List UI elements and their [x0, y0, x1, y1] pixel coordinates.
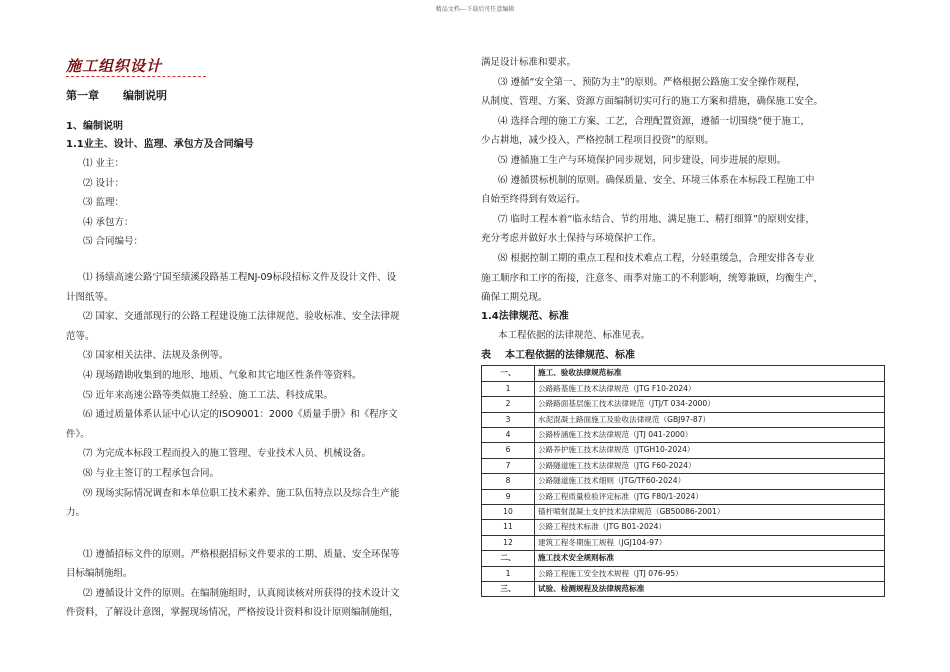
table-title-text: 本工程依据的法律规范、标准: [505, 350, 635, 362]
row-index-cell: 12: [482, 535, 535, 550]
left-column: [66, 56, 466, 623]
row-index-cell: 3: [482, 412, 535, 427]
row-standard-cell: 建筑工程冬期施工规程（JGJ104-97）: [535, 535, 885, 550]
principle-line: 满足设计标准和要求。: [481, 57, 577, 68]
basis-list: [66, 268, 466, 523]
section-heading-1-1: 1.1业主、设计、监理、承包方及合同编号: [66, 139, 254, 150]
principle-line: ⑶ 遵循“安全第一、预防为主”的原则。严格根据公路施工安全操作规程，: [498, 76, 806, 88]
principle-line: ⑷ 选择合理的施工方案、工艺，合理配置资源，遵循一切围绕“便于施工，: [498, 115, 810, 127]
principle-line: 自始至终得到有效运行。: [481, 194, 586, 206]
row-index-cell: 11: [482, 520, 535, 535]
chapter-heading: [66, 88, 466, 104]
row-index-cell: 9: [482, 489, 535, 504]
table-row: [482, 443, 885, 458]
row-index-cell: 2: [482, 397, 535, 412]
row-standard-cell: 公路工程质量检验评定标准（JTG F80/1-2024）: [535, 489, 885, 504]
table-row: [482, 381, 885, 396]
row-standard-cell: 施工、验收法律规范标准: [535, 366, 885, 381]
row-index-cell: 6: [482, 443, 535, 458]
row-standard-cell: 锚杆喷射混凝土支护技术法律规范（GB50086-2001）: [535, 504, 885, 519]
basis-line: ⑹ 通过质量体系认证中心认定的ISO9001：2000《质量手册》和《程序文: [83, 409, 398, 421]
row-standard-cell: 公路桥涵施工技术法律规范（JTJ 041-2000）: [535, 427, 885, 442]
basis-line: ⑴ 扬绩高速公路宁国至绩溪段路基工程NJ-09标段招标文件及设计文件、设: [83, 271, 397, 283]
basis-line: ⑻ 与业主签订的工程承包合同。: [83, 467, 220, 479]
party-item: ⑶ 监理：: [83, 197, 125, 209]
party-item: ⑸ 合同编号：: [83, 236, 144, 248]
document-title: 施工组织设计: [66, 56, 206, 77]
principle-line: 充分考虑并做好水土保持与环境保护工作。: [481, 233, 662, 245]
principles-list-left: [66, 545, 466, 623]
table-group-row: [482, 551, 885, 566]
page-header-note: 精品文档---下载后可任意编辑: [435, 6, 515, 13]
principle-line: ⑵ 遵循设计文件的原则。在编制施组时，认真阅读核对所获得的技术设计文: [83, 587, 400, 599]
basis-line: ⑸ 近年来高速公路等类似施工经验、施工工法、科技成果。: [83, 389, 334, 401]
chapter-number: 第一章: [66, 89, 99, 102]
table-row: [482, 535, 885, 550]
right-column: [481, 56, 886, 597]
principle-line: ⑺ 临时工程本着“临永结合、节约用地、满足施工、精打细算”的原则安排，: [498, 213, 815, 225]
table-group-row: [482, 582, 885, 597]
basis-line: ⑼ 现场实际情况调查和本单位职工技术素养、施工队伍特点以及综合生产能: [83, 487, 400, 499]
chapter-name: 编制说明: [123, 89, 167, 102]
row-index-cell: 1: [482, 566, 535, 581]
row-standard-cell: 公路路面基层施工技术法律规范（JTJ/T 034-2000）: [535, 397, 885, 412]
row-standard-cell: 试验、检测规程及法律规范标准: [535, 582, 885, 597]
row-standard-cell: 公路隧道施工技术法律规范（JTG F60-2024）: [535, 458, 885, 473]
basis-line: ⑶ 国家相关法律、法规及条例等。: [83, 350, 229, 362]
party-item: ⑵ 设计：: [83, 177, 125, 189]
basis-line: 件》。: [66, 428, 90, 440]
section-heading-1-4: 1.4法律规范、标准: [481, 310, 569, 322]
parties-list: [66, 154, 466, 252]
basis-line: ⑵ 国家、交通部现行的公路工程建设施工法律规范、验收标准、安全法律规: [83, 311, 400, 323]
laws-table: [481, 365, 885, 597]
party-item: ⑷ 承包方：: [83, 216, 134, 228]
table-row: [482, 474, 885, 489]
row-standard-cell: 施工技术安全规则标准: [535, 551, 885, 566]
row-index-cell: 三、: [482, 582, 535, 597]
principle-line: 确保工期兑现。: [481, 292, 548, 304]
row-standard-cell: 水泥混凝土路面施工及验收法律规范（GBJ97-87）: [535, 412, 885, 427]
row-index-cell: 4: [482, 427, 535, 442]
laws-intro: 本工程依据的法律规范、标准见表。: [498, 329, 651, 341]
principle-line: ⑴ 遵循招标文件的原则。严格根据招标文件要求的工期、质量、安全环保等: [83, 548, 400, 560]
table-row: [482, 504, 885, 519]
basis-line: ⑷ 现场踏勘收集到的地形、地质、气象和其它地区性条件等资料。: [83, 369, 362, 381]
principles-list-right: [481, 53, 886, 308]
principle-line: 从制度、管理、方案、资源方面编制切实可行的施工方案和措施，确保施工安全。: [481, 96, 824, 108]
row-standard-cell: 公路工程施工安全技术规程（JTJ 076-95）: [535, 566, 885, 581]
principle-line: ⑻ 根据控制工期的重点工程和技术难点工程，分轻重缓急，合理安排各专业: [498, 252, 815, 264]
table-row: [482, 489, 885, 504]
table-row: [482, 427, 885, 442]
row-index-cell: 7: [482, 458, 535, 473]
table-title: [481, 347, 886, 365]
row-standard-cell: 公路路基施工技术法律规范（JTG F10-2024）: [535, 381, 885, 396]
row-standard-cell: 公路养护施工技术法律规范（JTGH10-2024）: [535, 443, 885, 458]
row-index-cell: 10: [482, 504, 535, 519]
section-heading-1: 1、编制说明: [66, 121, 123, 132]
row-index-cell: 一、: [482, 366, 535, 381]
basis-line: 力。: [66, 507, 86, 519]
table-row: [482, 397, 885, 412]
row-standard-cell: 公路工程技术标准（JTG B01-2024）: [535, 520, 885, 535]
principle-line: ⑹ 遵循贯标机制的原则。确保质量、安全、环境三体系在本标段工程施工中: [498, 174, 815, 186]
table-row: [482, 520, 885, 535]
basis-line: 范等。: [66, 330, 95, 342]
principle-line: ⑸ 遵循施工生产与环境保护同步规划，同步建设，同步进展的原则。: [498, 154, 787, 166]
table-row: [482, 566, 885, 581]
table-group-row: [482, 366, 885, 381]
principle-line: 施工顺序和工序的衔接，注意冬、雨季对施工的不利影响，统筹兼顾，均衡生产，: [481, 272, 824, 284]
party-item: ⑴ 业主：: [83, 158, 125, 169]
row-index-cell: 二、: [482, 551, 535, 566]
principle-line: 件资料，了解设计意图，掌握现场情况，严格按设计资料和设计原则编制施组，: [66, 607, 399, 619]
table-row: [482, 458, 885, 473]
row-index-cell: 1: [482, 381, 535, 396]
table-title-label: 表: [481, 350, 491, 362]
row-standard-cell: 公路隧道施工技术细则（JTG/TF60-2024）: [535, 474, 885, 489]
principle-line: 目标编制施组。: [66, 568, 133, 580]
basis-line: 计图纸等。: [66, 291, 114, 303]
basis-line: ⑺ 为完成本标段工程而投入的施工管理、专业技术人员、机械设备。: [83, 448, 372, 460]
table-row: [482, 412, 885, 427]
principle-line: 少占耕地，减少投入，严格控制工程项目投资”的原则。: [481, 135, 714, 147]
row-index-cell: 8: [482, 474, 535, 489]
